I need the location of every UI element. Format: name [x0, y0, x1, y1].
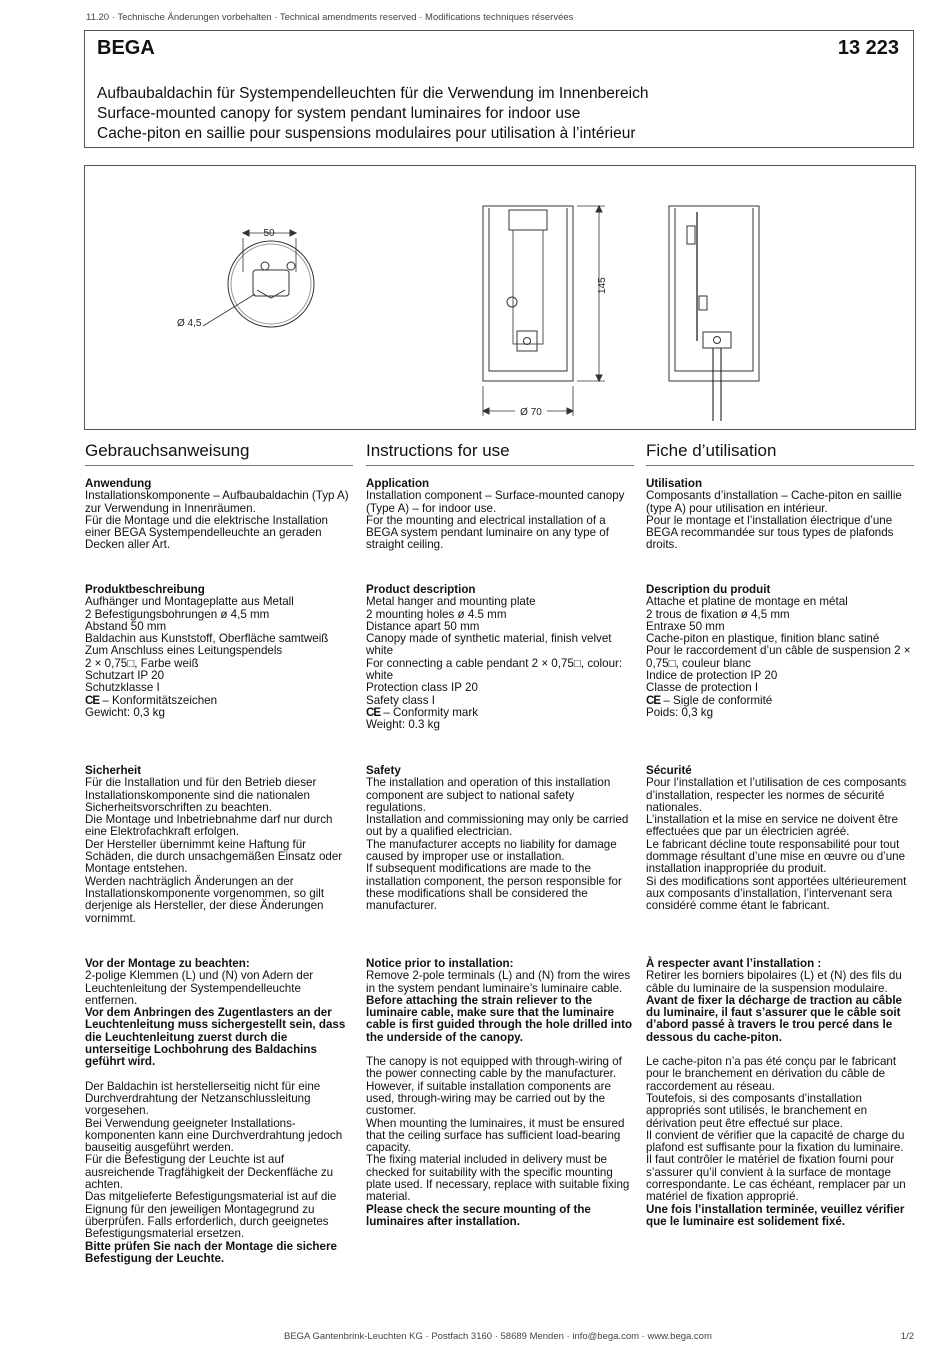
weight: Poids: 0,3 kg: [646, 705, 714, 719]
spec-line: 2 trous de fixation ø 4,5 mm: [646, 607, 790, 621]
warning-paragraph: Bitte prüfen Sie nach der Montage die sichere Befestigung der Leuchte.: [85, 1239, 337, 1265]
paragraph: When mounting the luminaires, it must be ensured that the ceiling surface has sufficient load-bearing capacity.: [366, 1116, 625, 1155]
spec-line: Zum Anschluss eines Leitungspendels: [85, 644, 283, 658]
paragraph: Das mitgelieferte Befestigungsmaterial ist auf die Eignung für den jeweiligen Montagegrund zu überprüfen. Falls erforderlich, durch geeignetes Befestigungsmaterial ersetzen.: [85, 1190, 337, 1241]
canopy-front-view: [483, 206, 573, 381]
paragraph: The manufacturer accepts no liability for damage caused by improper use or installation.: [366, 837, 617, 864]
paragraph: Pour l’installation et l’utilisation de ces composants d’installation, respecter les normes de sécurité nationales.: [646, 776, 907, 814]
paragraph: Werden nachträglich Änderungen an der Installationskomponente vorgenommen, so gilt derjenige als Hersteller, der diese Änderungen vornimmt.: [85, 874, 325, 925]
paragraph: Der Hersteller übernimmt keine Haftung für Schäden, die durch unsachgemäßen Einsatz oder Montage entstehen.: [85, 837, 343, 876]
column-french: [646, 440, 914, 1228]
warning-paragraph: Avant de fixer la décharge de traction au câble du luminaire, il faut s’assurer que le câble soit d’abord passé à travers le trou percé dans le dessous du cache-piton.: [646, 993, 903, 1044]
article-number: 13 223: [837, 37, 899, 59]
product-section: [366, 584, 634, 732]
dim-spacing-label: 50: [263, 228, 275, 239]
paragraph: Il faut contrôler le matériel de fixation fourni pour s’assurer qu’il convient à la surface de montage correspondante. Le cas échéant, remplacer par un matériel de fixation approprié.: [646, 1153, 906, 1204]
product-section: [646, 584, 914, 719]
paragraph: If subsequent modifications are made to the installation component, the person responsible for these modifications shall be considered the manufacturer.: [366, 862, 622, 913]
paragraph: Le cache-piton n’a pas été conçu par le fabricant pour le branchement en dérivation du câble de raccordement au réseau.: [646, 1055, 897, 1093]
strain-relief-icon: [517, 331, 537, 351]
paragraph: Il convient de vérifier que la capacité de charge du plafond est suffisante pour la fixation du luminaire.: [646, 1128, 905, 1155]
paragraph: However, if suitable installation components are used, through-wiring may be carried out by the customer.: [366, 1079, 611, 1118]
terminal-screw-icon: [507, 297, 517, 307]
paragraph: 2-polige Klemmen (L) und (N) von Adern der Leuchtenleitung der Systempendelleuchte entfernen.: [85, 969, 314, 1007]
paragraph: The installation and operation of this installation component are subject to national safety regulations.: [366, 776, 611, 814]
title-en: Surface-mounted canopy for system pendant luminaires for indoor use: [97, 105, 581, 122]
column-heading: Instructions for use: [366, 440, 634, 466]
spec-line: Protection class IP 20: [366, 681, 478, 695]
paragraph: The canopy is not equipped with through-wiring of the power connecting cable by the manufacturer.: [366, 1055, 622, 1081]
column-heading: Gebrauchsanweisung: [85, 440, 353, 466]
dim-height-label: 145: [597, 277, 608, 294]
title-de: Aufbaubaldachin für Systempendelleuchten für die Verwendung im Innenbereich: [97, 85, 649, 102]
paragraph: Für die Montage und die elektrische Installation einer BEGA Systempendelleuchte an geraden Decken aller Art.: [85, 513, 328, 552]
weight: Weight: 0.3 kg: [366, 718, 440, 732]
spec-line: Entraxe 50 mm: [646, 619, 725, 633]
spec-line: For connecting a cable pendant 2 × 0,75□, colour: white: [366, 656, 623, 683]
safety-section: [646, 765, 914, 913]
spec-line: Aufhänger und Montageplatte aus Metall: [85, 595, 294, 609]
brand-name: BEGA: [97, 37, 155, 59]
technical-drawing: [84, 165, 916, 430]
section-title: Description du produit: [646, 583, 771, 596]
paragraph: L’installation et la mise en service ne doivent être effectuées que par un électricien agréé.: [646, 813, 898, 839]
warning-paragraph: Please check the secure mounting of the luminaires after installation.: [366, 1202, 591, 1228]
paragraph: Pour le montage et l’installation électrique d’une BEGA recommandée sur tous types de plafonds droits.: [646, 513, 894, 552]
safety-section: [366, 765, 634, 913]
paragraph: Die Montage und Inbetriebnahme darf nur durch eine Elektrofachkraft erfolgen.: [85, 813, 333, 839]
paragraph: Der Baldachin ist herstellerseitig nicht für eine Durchverdrahtung der Netzanschlussleitung vorgesehen.: [85, 1079, 321, 1118]
side-strain-relief-icon: [703, 332, 731, 348]
section-title: Utilisation: [646, 477, 703, 490]
application-section: [646, 478, 914, 552]
section-title: Vor der Montage zu beachten:: [85, 957, 250, 970]
warning-paragraph: Before attaching the strain reliever to the luminaire cable, make sure that the luminaire cable is first guided through the hole drilled into the underside of the canopy.: [366, 993, 633, 1044]
application-section: [85, 478, 353, 552]
weight: Gewicht: 0,3 kg: [85, 705, 165, 719]
revision-notice: 11.20 · Technische Änderungen vorbehalten · Technical amendments reserved · Modifications techniques réservées: [86, 12, 574, 23]
screw-hole-right-icon: [287, 262, 295, 270]
spec-line: Schutzart IP 20: [85, 669, 165, 683]
paragraph: Retirer les borniers bipolaires (L) et (N) des fils du câble du luminaire de la suspension modulaire.: [646, 969, 902, 995]
section-title: Sécurité: [646, 764, 692, 777]
section-title: À respecter avant l’installation :: [646, 957, 822, 970]
paragraph: Installationskomponente – Aufbaubaldachin (Typ A) zur Verwendung in Innenräumen.: [85, 489, 349, 515]
paragraph: Für die Installation und für den Betrieb dieser Installationskomponente sind die nationalen Sicherheitsvorschriften zu beachten.: [85, 776, 317, 814]
drawing-svg: [85, 166, 917, 431]
spec-line: Metal hanger and mounting plate: [366, 595, 536, 609]
paragraph: Installation component – Surface-mounted canopy (Type A) – for indoor use.: [366, 489, 625, 515]
column-german: [85, 440, 353, 1265]
spec-line: Attache et platine de montage en métal: [646, 595, 848, 609]
ce-mark-icon: CE: [366, 705, 381, 719]
product-section: [85, 584, 353, 719]
dim-diameter-label: Ø 70: [520, 407, 542, 418]
notice-section: [646, 958, 914, 1228]
section-title: Product description: [366, 583, 476, 596]
notice-section: [85, 958, 353, 1265]
paragraph: Remove 2-pole terminals (L) and (N) from the wires in the system pendant luminaire’s luminaire cable.: [366, 969, 631, 995]
paragraph: For the mounting and electrical installation of a BEGA system pendant luminaire on any type of straight ceiling.: [366, 513, 609, 552]
title-fr: Cache-piton en saillie pour suspensions modulaires pour utilisation à l’intérieur: [97, 125, 636, 142]
spec-line: Distance apart 50 mm: [366, 619, 480, 633]
section-title: Produktbeschreibung: [85, 583, 205, 596]
spec-line: Safety class I: [366, 693, 435, 707]
screw-hole-left-icon: [261, 262, 269, 270]
ce-mark-icon: CE: [85, 693, 100, 707]
column-heading: Fiche d’utilisation: [646, 440, 914, 466]
canopy-side-view: [669, 206, 759, 381]
paragraph: Für die Befestigung der Leuchte ist auf ausreichende Tragfähigkeit der Deckenfläche zu achten.: [85, 1153, 334, 1192]
spec-line: Baldachin aus Kunststoff, Oberfläche samtweiß: [85, 632, 329, 646]
section-title: Anwendung: [85, 477, 152, 490]
ce-text: – Conformity mark: [380, 705, 479, 719]
page-number: 1/2: [900, 1331, 914, 1342]
spec-line: Classe de protection I: [646, 681, 759, 695]
warning-paragraph: Une fois l’installation terminée, veuillez vérifier que le luminaire est solidement fixé.: [646, 1202, 905, 1228]
warning-paragraph: Vor dem Anbringen des Zugentlasters an der Leuchtenleitung muss sichergestellt sein, dass die Leuchtenleitung zuerst durch die unterseitige Lochbohrung des Baldachins geführt wird.: [85, 1006, 346, 1069]
spec-line: 2 × 0,75□, Farbe weiß: [85, 656, 199, 670]
safety-section: [85, 765, 353, 925]
paragraph: The fixing material included in delivery must be checked for suitability with the specific mounting plate used. If necessary, replace with suitable fixing material.: [366, 1153, 630, 1204]
section-title: Application: [366, 477, 430, 490]
ce-mark-icon: CE: [646, 693, 661, 707]
section-title: Safety: [366, 764, 401, 777]
header-box: [84, 30, 914, 148]
paragraph: Bei Verwendung geeigneter Installations-komponenten kann eine Durchverdrahtung jedoch bauseitig ausgeführt werden.: [85, 1116, 343, 1155]
paragraph: Le fabricant décline toute responsabilité pour tout dommage résultant d’une mise en œuvre ou d’une installation inappropriée du produit.: [646, 837, 906, 876]
paragraph: Si des modifications sont apportées ultérieurement aux composants d’installation, l’intervenant sera considéré comme étant le fabricant.: [646, 874, 907, 913]
ce-text: – Konformitätszeichen: [99, 693, 218, 707]
spec-line: Abstand 50 mm: [85, 619, 167, 633]
mounting-plate-icon: [253, 270, 289, 296]
application-section: [366, 478, 634, 552]
spec-line: 2 Befestigungsbohrungen ø 4,5 mm: [85, 607, 270, 621]
section-title: Sicherheit: [85, 764, 142, 777]
hanger-bracket-icon: [509, 210, 547, 230]
spec-line: Indice de protection IP 20: [646, 669, 778, 683]
ce-text: – Sigle de conformité: [660, 693, 773, 707]
spec-line: Cache-piton en plastique, finition blanc satiné: [646, 632, 880, 646]
spec-line: Schutzklasse I: [85, 681, 160, 695]
dim-hole-label: Ø 4,5: [177, 318, 202, 329]
paragraph: Composants d’installation – Cache-piton en saillie (type A) pour utilisation en intérieur.: [646, 489, 902, 515]
side-clip-icon: [687, 226, 695, 244]
spec-line: Pour le raccordement d’un câble de suspension 2 × 0,75□, couleur blanc: [646, 644, 911, 670]
paragraph: Installation and commissioning may only be carried out by a qualified electrician.: [366, 813, 629, 839]
footer-address: BEGA Gantenbrink-Leuchten KG · Postfach 3160 · 58689 Menden · info@bega.com · www.bega.com: [284, 1331, 712, 1342]
notice-section: [366, 958, 634, 1228]
canopy-top-view: [228, 241, 314, 327]
paragraph: Toutefois, si des composants d’installation appropriés sont utilisés, le branchement en dérivation peut être effectué sur place.: [646, 1091, 868, 1130]
section-title: Notice prior to installation:: [366, 957, 514, 970]
column-english: [366, 440, 634, 1228]
spec-line: Canopy made of synthetic material, finish velvet white: [366, 632, 612, 658]
spec-line: 2 mounting holes ø 4.5 mm: [366, 607, 507, 621]
product-titles: [97, 84, 648, 144]
